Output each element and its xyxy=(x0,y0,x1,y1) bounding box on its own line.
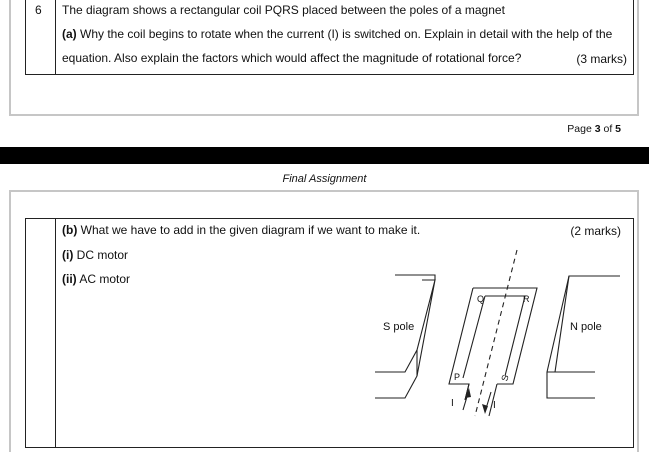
motor-coil-diagram xyxy=(365,248,635,418)
part-a-line-1 xyxy=(62,27,612,42)
s-pole-top-edge xyxy=(395,275,435,280)
option-dc-motor xyxy=(62,248,128,263)
question-number-column xyxy=(26,0,56,74)
part-b-text: What we have to add in the given diagram if we want to make it. xyxy=(77,223,421,237)
question-number: 6 xyxy=(35,3,42,17)
page-number xyxy=(567,123,621,135)
n-pole-face xyxy=(555,276,569,372)
page-current: 3 xyxy=(594,123,601,135)
question-number-column-continued xyxy=(26,219,56,447)
rotation-axis xyxy=(475,250,517,416)
n-pole-magnet xyxy=(547,276,620,398)
option-ii-text: AC motor xyxy=(76,272,131,286)
part-a-text-1: Why the coil begins to rotate when the current (I) is switched on. Explain in detail with the help of the xyxy=(76,27,613,41)
page-break-band xyxy=(0,147,649,164)
corner-r-label: R xyxy=(523,294,530,304)
coil-left xyxy=(449,288,485,400)
page-of: of xyxy=(600,123,616,135)
document-header-title: Final Assignment xyxy=(282,173,367,185)
option-i-label: (i) xyxy=(62,248,74,262)
part-a-marks: (3 marks) xyxy=(576,52,627,66)
page-total: 5 xyxy=(615,123,621,135)
corner-s-label: S xyxy=(499,373,511,383)
corner-q-label: Q xyxy=(477,294,485,304)
s-pole-label: S pole xyxy=(383,321,415,333)
question-intro: The diagram shows a rectangular coil PQRS placed between the poles of a magnet xyxy=(62,3,505,17)
n-pole-label: N pole xyxy=(570,321,602,333)
s-pole-magnet xyxy=(375,280,435,398)
question-6-table xyxy=(25,0,634,75)
coil-inner xyxy=(485,296,525,376)
part-a-line-2: equation. Also explain the factors which would affect the magnitude of rotational force? xyxy=(62,51,522,65)
part-b-marks: (2 marks) xyxy=(570,224,621,238)
option-ac-motor xyxy=(62,272,130,287)
page-prefix: Page xyxy=(567,123,595,135)
part-a-label: (a) xyxy=(62,27,77,41)
option-ii-label: (ii) xyxy=(62,272,77,286)
current-label-left: I xyxy=(451,398,454,409)
current-label-right: I xyxy=(493,400,496,411)
part-b-label: (b) xyxy=(62,223,78,237)
part-b-line xyxy=(62,223,420,238)
option-i-text: DC motor xyxy=(73,248,129,262)
corner-p-label: P xyxy=(454,372,461,382)
